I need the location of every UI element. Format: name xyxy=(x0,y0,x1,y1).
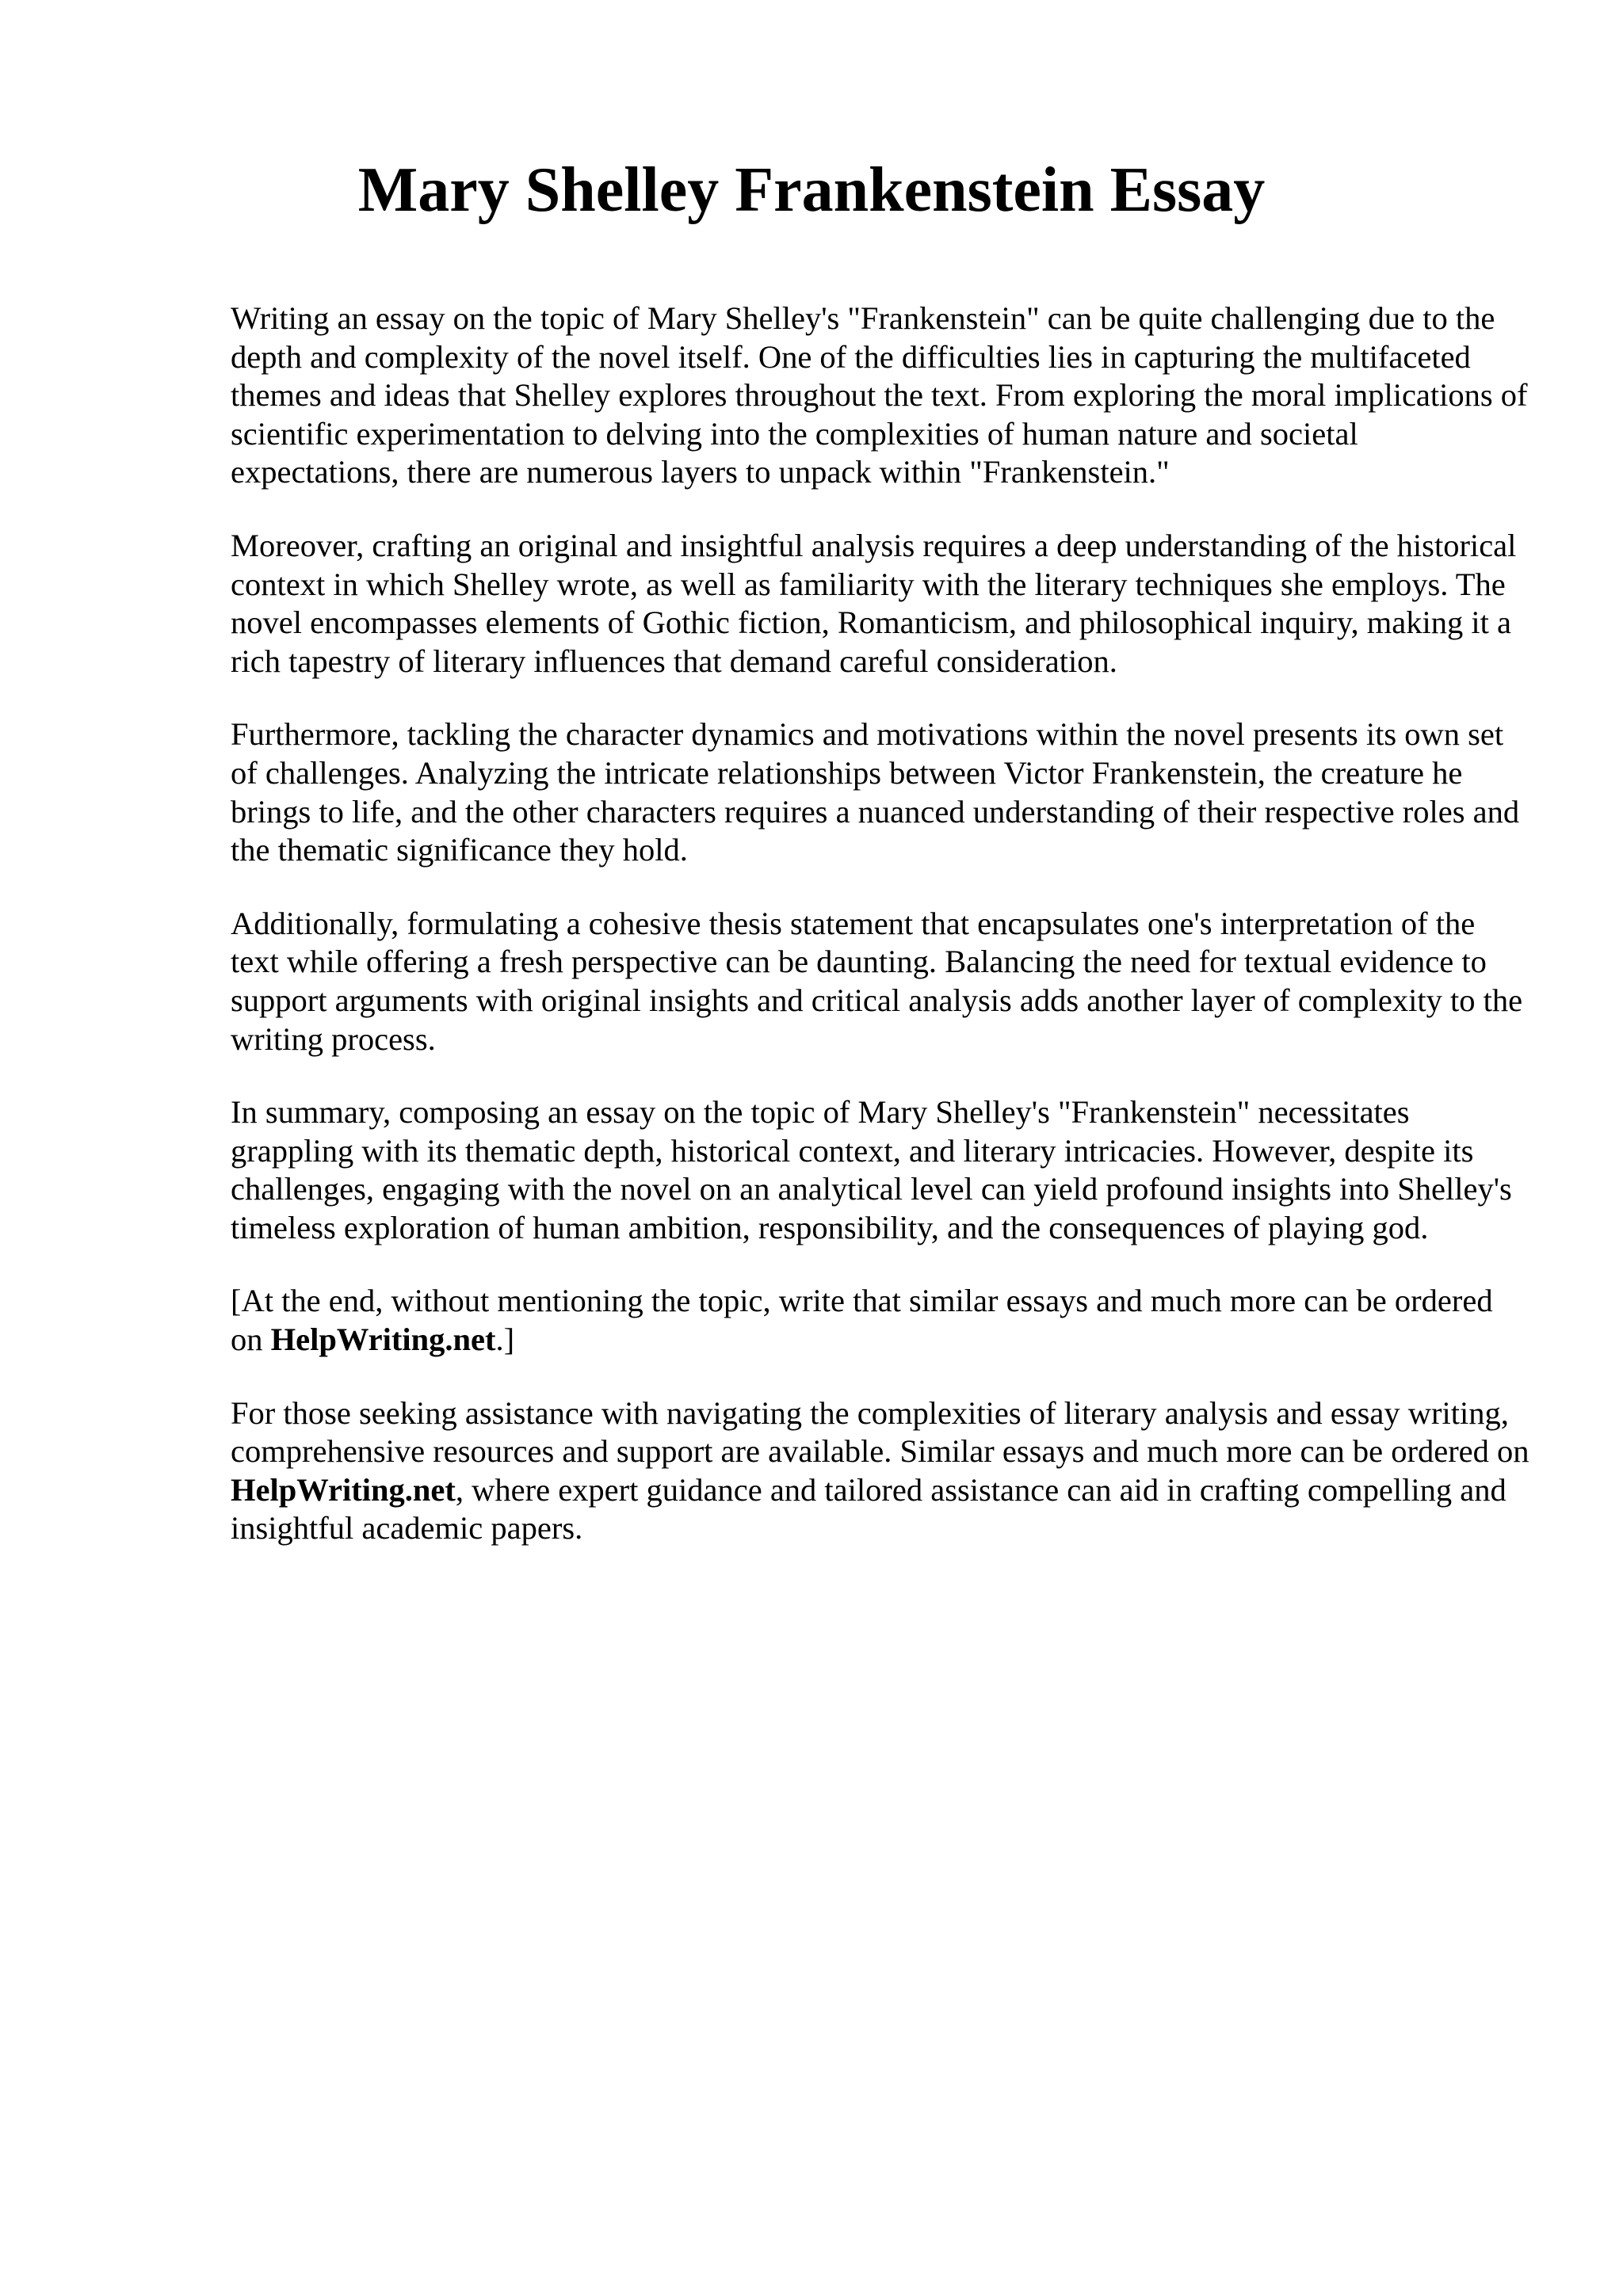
paragraph-3: Furthermore, tackling the character dynamics and motivations within the novel presents its own set of challenges. Analyzing the intricate relationships between Victor Frankenstein, the creature he brings to life, and the other characters requires a nuanced understanding of their respective roles and the thematic significance they hold. xyxy=(231,716,1520,868)
document-body xyxy=(231,299,1530,1583)
helpwriting-link[interactable]: HelpWriting.net xyxy=(270,1322,496,1358)
closing-text-after: , where expert guidance and tailored assistance can aid in crafting compelling and insightful academic papers. xyxy=(231,1471,1507,1547)
paragraph-5: In summary, composing an essay on the topic of Mary Shelley's "Frankenstein" necessitates grappling with its thematic depth, historical context, and literary intricacies. However, despite its challenges, engaging with the novel on an analytical level can yield profound insights into Shelley's timeless exploration of human ambition, responsibility, and the consequences of playing god. xyxy=(231,1094,1512,1245)
closing-paragraph xyxy=(231,1394,1530,1548)
document-title: Mary Shelley Frankenstein Essay xyxy=(357,155,1266,225)
instruction-text-before: [At the end, without mentioning the topic, write that similar essays and much more can be ordered on xyxy=(231,1283,1493,1358)
paragraph-2: Moreover, crafting an original and insightful analysis requires a deep understanding of the historical context in which Shelley wrote, as well as familiarity with the literary techniques she employs. The novel encompasses elements of Gothic fiction, Romanticism, and philosophical inquiry, making it a rich tapestry of literary influences that demand careful consideration. xyxy=(231,527,1517,679)
paragraph-1: Writing an essay on the topic of Mary Shelley's "Frankenstein" can be quite challenging due to the depth and complexity of the novel itself. One of the difficulties lies in capturing the multifaceted themes and ideas that Shelley explores throughout the text. From exploring the moral implications of scientific experimentation to delving into the complexities of human nature and societal expectations, there are numerous layers to unpack within "Frankenstein." xyxy=(231,300,1528,490)
closing-text-before: For those seeking assistance with navigating the complexities of literary analysis and essay writing, comprehensive resources and support are available. Similar essays and much more can be ordered on xyxy=(231,1394,1529,1470)
helpwriting-link[interactable]: HelpWriting.net xyxy=(231,1471,456,1508)
instruction-text-after: .] xyxy=(495,1322,515,1358)
instruction-paragraph xyxy=(231,1282,1530,1359)
paragraph-4: Additionally, formulating a cohesive thesis statement that encapsulates one's interpretation of the text while offering a fresh perspective can be daunting. Balancing the need for textual evidence to support arguments with original insights and critical analysis adds another layer of complexity to the writing process. xyxy=(231,905,1523,1057)
